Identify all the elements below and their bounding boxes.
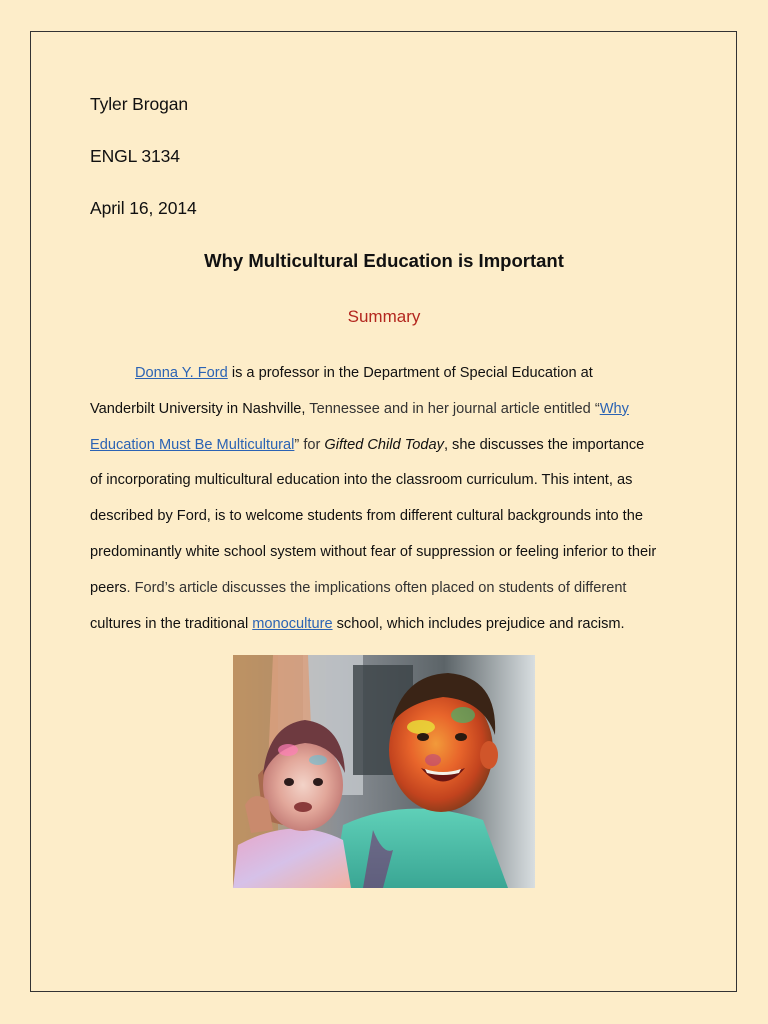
section-heading: Summary xyxy=(347,307,421,326)
text-run: cultures in the traditional xyxy=(90,615,253,632)
text-run: described by Ford, is to welcome students from different cultural backgrounds into the xyxy=(90,508,643,525)
children-photo xyxy=(233,655,535,888)
children-illustration xyxy=(233,655,535,888)
journal-title: Gifted Child Today xyxy=(324,436,444,453)
text-run: of incorporating multicultural education into the classroom curriculum. This intent, as xyxy=(90,472,633,489)
text-run: school, which includes prejudice and racism. xyxy=(332,615,625,632)
text-run: ” for xyxy=(294,436,325,453)
text-run: predominantly white school system without fear of suppression or feeling inferior to their xyxy=(90,543,657,560)
summary-paragraph xyxy=(90,356,690,642)
author-name: Tyler Brogan xyxy=(90,94,189,114)
document-title: Why Multicultural Education is Important xyxy=(204,250,564,271)
text-run: Tennessee and in her journal article entitled “ xyxy=(309,400,600,417)
article-link[interactable]: Why xyxy=(599,400,629,417)
text-run: . Ford’s article discusses the implications often placed on students of different xyxy=(126,579,627,596)
author-link[interactable]: Donna Y. Ford xyxy=(135,365,228,381)
text-run: is a professor in the Department of Special Education at xyxy=(227,365,593,381)
course-code: ENGL 3134 xyxy=(90,146,180,166)
text-run: peers xyxy=(90,579,127,596)
document-date: April 16, 2014 xyxy=(90,198,197,218)
text-run: Vanderbilt University in Nashville, xyxy=(90,400,310,417)
article-link-continued[interactable]: Education Must Be Multicultural xyxy=(90,436,295,453)
text-run: , she discusses the importance xyxy=(443,436,645,453)
monoculture-link[interactable]: monoculture xyxy=(252,615,333,632)
